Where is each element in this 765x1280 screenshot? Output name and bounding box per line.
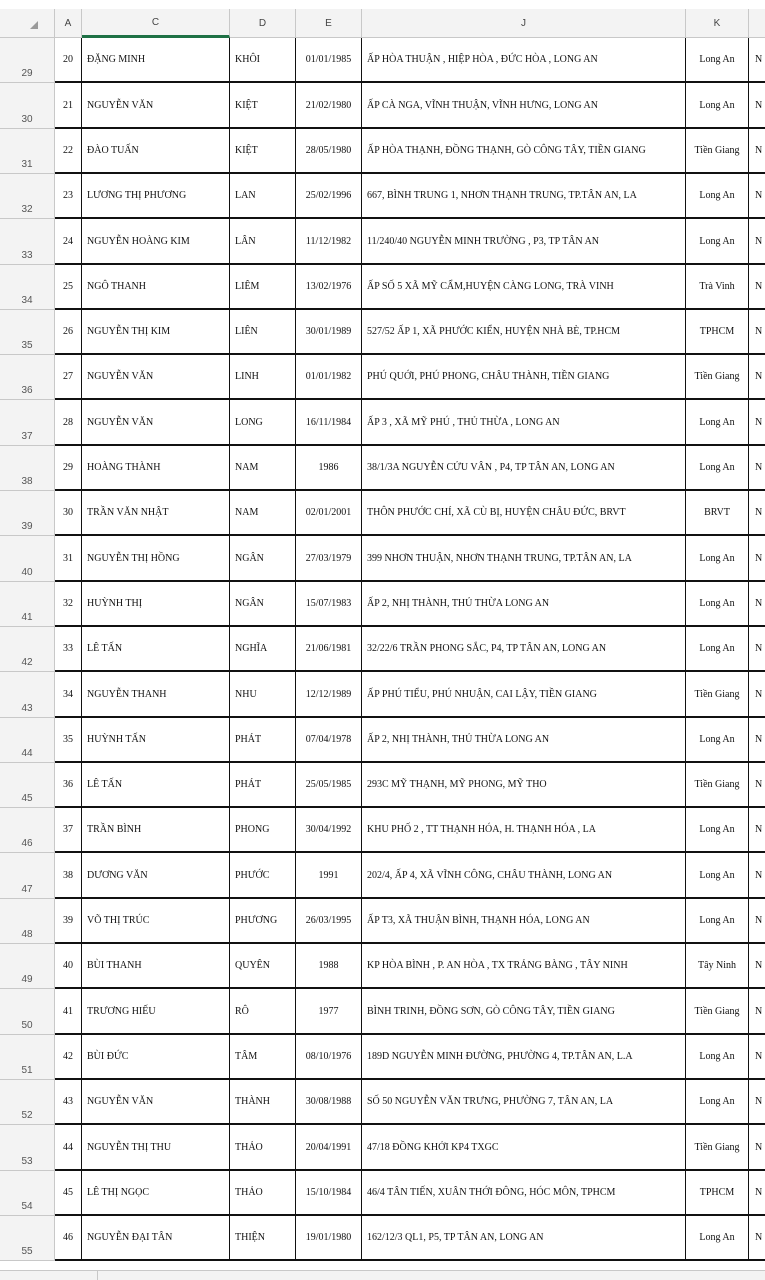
cell-dia-chi[interactable]: 38/1/3A NGUYỄN CỬU VÂN , P4, TP TÂN AN, LONG AN (362, 446, 686, 491)
cell-stt[interactable]: 30 (55, 491, 82, 536)
cell-dia-chi[interactable]: 527/52 ẤP 1, XÃ PHƯỚC KIỂN, HUYỆN NHÀ BÈ, TP.HCM (362, 310, 686, 355)
cell-ho-ten[interactable]: TRƯƠNG HIẾU (82, 989, 230, 1035)
cell-ngay-sinh[interactable]: 11/12/1982 (296, 219, 362, 265)
cell-stt[interactable]: 37 (55, 808, 82, 853)
row-header[interactable]: 52 (0, 1080, 55, 1125)
cell-stt[interactable]: 40 (55, 944, 82, 989)
cell-next[interactable]: N (749, 400, 765, 446)
column-header-next[interactable] (749, 9, 765, 38)
row-header[interactable]: 48 (0, 899, 55, 944)
cell-tinh[interactable]: Long An (686, 174, 749, 219)
cell-tinh[interactable]: Long An (686, 446, 749, 491)
cell-next[interactable]: N (749, 446, 765, 491)
cell-ngay-sinh[interactable]: 25/05/1985 (296, 763, 362, 808)
cell-dia-chi[interactable]: BÌNH TRINH, ĐỒNG SƠN, GÒ CÔNG TÂY, TIỀN GIANG (362, 989, 686, 1035)
cell-ten[interactable]: NGÂN (230, 582, 296, 627)
cell-next[interactable]: N (749, 491, 765, 536)
cell-stt[interactable]: 44 (55, 1125, 82, 1171)
row-header[interactable]: 53 (0, 1125, 55, 1171)
cell-ho-ten[interactable]: NGUYỄN VĂN (82, 1080, 230, 1125)
table-row (0, 83, 765, 129)
cell-next[interactable]: N (749, 989, 765, 1035)
row-header[interactable]: 40 (0, 536, 55, 582)
row-header[interactable]: 51 (0, 1035, 55, 1080)
table-row (0, 899, 765, 944)
cell-ngay-sinh[interactable]: 08/10/1976 (296, 1035, 362, 1080)
table-row (0, 265, 765, 310)
cell-ho-ten[interactable]: LƯƠNG THỊ PHƯƠNG (82, 174, 230, 219)
cell-ten[interactable]: NGÂN (230, 536, 296, 582)
table-row (0, 1035, 765, 1080)
cell-ten[interactable]: NAM (230, 446, 296, 491)
table-row (0, 672, 765, 718)
cell-tinh[interactable]: Tiền Giang (686, 989, 749, 1035)
cell-dia-chi[interactable]: SỐ 50 NGUYỄN VĂN TRƯNG, PHƯỜNG 7, TÂN AN, LA (362, 1080, 686, 1125)
cell-ngay-sinh[interactable]: 01/01/1985 (296, 38, 362, 83)
cell-tinh[interactable]: Long An (686, 219, 749, 265)
cell-ten[interactable]: PHÁT (230, 763, 296, 808)
table-row (0, 400, 765, 446)
cell-ngay-sinh[interactable]: 02/01/2001 (296, 491, 362, 536)
cell-ngay-sinh[interactable]: 07/04/1978 (296, 718, 362, 763)
row-header[interactable]: 42 (0, 627, 55, 672)
cell-stt[interactable]: 22 (55, 129, 82, 174)
cell-ngay-sinh[interactable]: 13/02/1976 (296, 265, 362, 310)
cell-ten[interactable]: THIỆN (230, 1216, 296, 1261)
row-header[interactable]: 44 (0, 718, 55, 763)
cell-tinh[interactable]: Long An (686, 1035, 749, 1080)
cell-ngay-sinh[interactable]: 21/02/1980 (296, 83, 362, 129)
cell-ten[interactable]: LAN (230, 174, 296, 219)
cell-ngay-sinh[interactable]: 21/06/1981 (296, 627, 362, 672)
cell-ten[interactable]: PHÁT (230, 718, 296, 763)
cell-dia-chi[interactable]: 189D NGUYỄN MINH ĐƯỜNG, PHƯỜNG 4, TP.TÂN AN, L.A (362, 1035, 686, 1080)
cell-dia-chi[interactable]: ẤP 2, NHỊ THÀNH, THỦ THỪA LONG AN (362, 718, 686, 763)
row-header[interactable]: 34 (0, 265, 55, 310)
cell-stt[interactable]: 23 (55, 174, 82, 219)
cell-ho-ten[interactable]: LÊ THỊ NGỌC (82, 1171, 230, 1216)
table-row (0, 1171, 765, 1216)
table-row (0, 1125, 765, 1171)
cell-ho-ten[interactable]: BÙI ĐỨC (82, 1035, 230, 1080)
cell-tinh[interactable]: Long An (686, 400, 749, 446)
cell-ngay-sinh[interactable]: 30/01/1989 (296, 310, 362, 355)
cell-ngay-sinh[interactable]: 19/01/1980 (296, 1216, 362, 1261)
cell-next[interactable]: N (749, 808, 765, 853)
cell-ten[interactable]: THẢO (230, 1125, 296, 1171)
cell-tinh[interactable]: BRVT (686, 491, 749, 536)
cell-ngay-sinh[interactable]: 16/11/1984 (296, 400, 362, 446)
table-row (0, 174, 765, 219)
cell-stt[interactable]: 45 (55, 1171, 82, 1216)
cell-ten[interactable]: NAM (230, 491, 296, 536)
cell-ho-ten[interactable]: LÊ TẤN (82, 763, 230, 808)
table-row (0, 310, 765, 355)
row-header[interactable]: 41 (0, 582, 55, 627)
cell-ho-ten[interactable]: NGUYỄN VĂN (82, 400, 230, 446)
cell-dia-chi[interactable]: ẤP T3, XÃ THUẬN BÌNH, THẠNH HÓA, LONG AN (362, 899, 686, 944)
cell-ngay-sinh[interactable]: 25/02/1996 (296, 174, 362, 219)
cell-ho-ten[interactable]: ĐẶNG MINH (82, 38, 230, 83)
cell-tinh[interactable]: Long An (686, 718, 749, 763)
cell-tinh[interactable]: Long An (686, 38, 749, 83)
cell-ten[interactable]: LÂN (230, 219, 296, 265)
cell-stt[interactable]: 25 (55, 265, 82, 310)
cell-ten[interactable]: RÔ (230, 989, 296, 1035)
column-header-k[interactable]: K (686, 9, 749, 38)
cell-dia-chi[interactable]: ẤP 3 , XÃ MỸ PHÚ , THỦ THỪA , LONG AN (362, 400, 686, 446)
cell-next[interactable]: N (749, 1171, 765, 1216)
row-header[interactable]: 54 (0, 1171, 55, 1216)
cell-dia-chi[interactable]: 47/18 ĐỒNG KHỞI KP4 TXGC (362, 1125, 686, 1171)
table-row (0, 1216, 765, 1261)
cell-ho-ten[interactable]: NGUYỄN THỊ HỒNG (82, 536, 230, 582)
cell-tinh[interactable]: Trà Vinh (686, 265, 749, 310)
cell-stt[interactable]: 24 (55, 219, 82, 265)
row-header[interactable]: 47 (0, 853, 55, 899)
cell-ngay-sinh[interactable]: 30/08/1988 (296, 1080, 362, 1125)
cell-ho-ten[interactable]: NGUYỄN ĐẠI TÂN (82, 1216, 230, 1261)
cell-stt[interactable]: 36 (55, 763, 82, 808)
cell-dia-chi[interactable]: 11/240/40 NGUYỄN MINH TRƯỜNG , P3, TP TÂN AN (362, 219, 686, 265)
cell-next[interactable]: N (749, 1216, 765, 1261)
cell-next[interactable]: N (749, 536, 765, 582)
table-row (0, 989, 765, 1035)
cell-next[interactable]: N (749, 582, 765, 627)
cell-ngay-sinh[interactable]: 15/07/1983 (296, 582, 362, 627)
table-row (0, 582, 765, 627)
select-all-corner[interactable] (0, 9, 55, 38)
cell-ten[interactable]: KIỆT (230, 83, 296, 129)
cell-ho-ten[interactable]: BÙI THANH (82, 944, 230, 989)
row-header[interactable]: 33 (0, 219, 55, 265)
table-row (0, 491, 765, 536)
cell-tinh[interactable]: Long An (686, 83, 749, 129)
row-header[interactable]: 45 (0, 763, 55, 808)
cell-ten[interactable]: THÀNH (230, 1080, 296, 1125)
cell-next[interactable]: N (749, 944, 765, 989)
cell-stt[interactable]: 31 (55, 536, 82, 582)
cell-ho-ten[interactable]: NGUYỄN THỊ THU (82, 1125, 230, 1171)
cell-next[interactable]: N (749, 265, 765, 310)
row-header[interactable]: 29 (0, 38, 55, 83)
row-header[interactable]: 32 (0, 174, 55, 219)
cell-ngay-sinh[interactable]: 1991 (296, 853, 362, 899)
cell-ho-ten[interactable]: NGUYỄN VĂN (82, 355, 230, 400)
select-all-icon (30, 21, 38, 29)
table-row (0, 853, 765, 899)
cell-stt[interactable]: 32 (55, 582, 82, 627)
cell-dia-chi[interactable]: ẤP HÒA THẠNH, ĐỒNG THẠNH, GÒ CÔNG TÂY, TIỀN GIANG (362, 129, 686, 174)
cell-stt[interactable]: 21 (55, 83, 82, 129)
cell-ngay-sinh[interactable]: 12/12/1989 (296, 672, 362, 718)
cell-ten[interactable]: THẢO (230, 1171, 296, 1216)
cell-dia-chi[interactable]: 32/22/6 TRẦN PHONG SẮC, P4, TP TÂN AN, LONG AN (362, 627, 686, 672)
table-row (0, 355, 765, 400)
column-header-a[interactable]: A (55, 9, 82, 38)
row-header[interactable]: 49 (0, 944, 55, 989)
cell-next[interactable]: N (749, 1080, 765, 1125)
column-header-c[interactable]: C (82, 9, 230, 38)
cell-ho-ten[interactable]: HUỲNH TẤN (82, 718, 230, 763)
cell-next[interactable]: N (749, 718, 765, 763)
cell-dia-chi[interactable]: 667, BÌNH TRUNG 1, NHƠN THẠNH TRUNG, TP.TÂN AN, LA (362, 174, 686, 219)
table-row (0, 446, 765, 491)
cell-stt[interactable]: 46 (55, 1216, 82, 1261)
cell-ho-ten[interactable]: HUỲNH THỊ (82, 582, 230, 627)
cell-dia-chi[interactable]: ẤP CÀ NGA, VĨNH THUẬN, VĨNH HƯNG, LONG AN (362, 83, 686, 129)
cell-ngay-sinh[interactable]: 26/03/1995 (296, 899, 362, 944)
cell-ten[interactable]: LINH (230, 355, 296, 400)
cell-ten[interactable]: NGHĨA (230, 627, 296, 672)
row-header[interactable]: 38 (0, 446, 55, 491)
cell-stt[interactable]: 43 (55, 1080, 82, 1125)
cell-ho-ten[interactable]: LÊ TẤN (82, 627, 230, 672)
cell-stt[interactable]: 29 (55, 446, 82, 491)
cell-ngay-sinh[interactable]: 1988 (296, 944, 362, 989)
row-header[interactable]: 50 (0, 989, 55, 1035)
cell-tinh[interactable]: Long An (686, 582, 749, 627)
row-header[interactable]: 31 (0, 129, 55, 174)
cell-ho-ten[interactable]: DƯƠNG VĂN (82, 853, 230, 899)
cell-ngay-sinh[interactable]: 27/03/1979 (296, 536, 362, 582)
cell-tinh[interactable]: Tiền Giang (686, 355, 749, 400)
column-header-j[interactable]: J (362, 9, 686, 38)
cell-tinh[interactable]: Tiền Giang (686, 672, 749, 718)
cell-stt[interactable]: 28 (55, 400, 82, 446)
cell-stt[interactable]: 41 (55, 989, 82, 1035)
cell-stt[interactable]: 26 (55, 310, 82, 355)
cell-next[interactable]: N (749, 355, 765, 400)
cell-ten[interactable]: NHU (230, 672, 296, 718)
cell-ngay-sinh[interactable]: 28/05/1980 (296, 129, 362, 174)
cell-ten[interactable]: TÂM (230, 1035, 296, 1080)
cell-ho-ten[interactable]: TRẦN VĂN NHẬT (82, 491, 230, 536)
row-header[interactable]: 39 (0, 491, 55, 536)
table-row (0, 38, 765, 83)
cell-next[interactable]: N (749, 38, 765, 83)
cell-tinh[interactable]: Tiền Giang (686, 129, 749, 174)
cell-dia-chi[interactable]: ẤP 2, NHỊ THÀNH, THỦ THỪA LONG AN (362, 582, 686, 627)
cell-tinh[interactable]: Long An (686, 536, 749, 582)
cell-stt[interactable]: 33 (55, 627, 82, 672)
cell-stt[interactable]: 20 (55, 38, 82, 83)
cell-ten[interactable]: QUYÊN (230, 944, 296, 989)
cell-ho-ten[interactable]: NGUYỄN VĂN (82, 83, 230, 129)
cell-dia-chi[interactable]: 46/4 TÂN TIẾN, XUÂN THỚI ĐÔNG, HÓC MÔN, TPHCM (362, 1171, 686, 1216)
cell-tinh[interactable]: Tiền Giang (686, 763, 749, 808)
cell-ten[interactable]: KIỆT (230, 129, 296, 174)
table-row (0, 536, 765, 582)
row-header[interactable]: 55 (0, 1216, 55, 1261)
table-row (0, 129, 765, 174)
cell-dia-chi[interactable]: KP HÒA BÌNH , P. AN HÒA , TX TRẢNG BÀNG , TÂY NINH (362, 944, 686, 989)
cell-dia-chi[interactable]: THÔN PHƯỚC CHÍ, XÃ CÙ BỊ, HUYỆN CHÂU ĐỨC, BRVT (362, 491, 686, 536)
cell-stt[interactable]: 27 (55, 355, 82, 400)
cell-next[interactable]: N (749, 763, 765, 808)
cell-ho-ten[interactable]: TRẦN BÌNH (82, 808, 230, 853)
cell-ho-ten[interactable]: NGUYỄN THỊ KIM (82, 310, 230, 355)
row-header[interactable]: 36 (0, 355, 55, 400)
cell-ten[interactable]: PHƯƠNG (230, 899, 296, 944)
cell-ngay-sinh[interactable]: 15/10/1984 (296, 1171, 362, 1216)
table-row (0, 718, 765, 763)
cell-ho-ten[interactable]: ĐÀO TUẤN (82, 129, 230, 174)
cell-tinh[interactable]: Tiền Giang (686, 1125, 749, 1171)
cell-ho-ten[interactable]: NGÔ THANH (82, 265, 230, 310)
row-header[interactable]: 43 (0, 672, 55, 718)
cell-stt[interactable]: 35 (55, 718, 82, 763)
row-header[interactable]: 35 (0, 310, 55, 355)
cell-ngay-sinh[interactable]: 01/01/1982 (296, 355, 362, 400)
column-header-e[interactable]: E (296, 9, 362, 38)
cell-dia-chi[interactable]: 162/12/3 QL1, P5, TP TÂN AN, LONG AN (362, 1216, 686, 1261)
cell-dia-chi[interactable]: 202/4, ẤP 4, XÃ VĨNH CÔNG, CHÂU THÀNH, LONG AN (362, 853, 686, 899)
cell-tinh[interactable]: Long An (686, 808, 749, 853)
cell-tinh[interactable]: Long An (686, 899, 749, 944)
table-row (0, 763, 765, 808)
cell-next[interactable]: N (749, 1035, 765, 1080)
cell-next[interactable]: N (749, 899, 765, 944)
cell-ten[interactable]: PHONG (230, 808, 296, 853)
cell-next[interactable]: N (749, 129, 765, 174)
cell-next[interactable]: N (749, 853, 765, 899)
cell-tinh[interactable]: Long An (686, 1216, 749, 1261)
cell-ten[interactable]: LIÊM (230, 265, 296, 310)
cell-ngay-sinh[interactable]: 1986 (296, 446, 362, 491)
cell-tinh[interactable]: Long An (686, 627, 749, 672)
row-header[interactable]: 30 (0, 83, 55, 129)
cell-next[interactable]: N (749, 83, 765, 129)
cell-dia-chi[interactable]: PHÚ QUỚI, PHÚ PHONG, CHÂU THÀNH, TIỀN GIANG (362, 355, 686, 400)
cell-ho-ten[interactable]: HOÀNG THÀNH (82, 446, 230, 491)
cell-ngay-sinh[interactable]: 20/04/1991 (296, 1125, 362, 1171)
row-header[interactable]: 37 (0, 400, 55, 446)
cell-ho-ten[interactable]: VÕ THỊ TRÚC (82, 899, 230, 944)
cell-ten[interactable]: LONG (230, 400, 296, 446)
cell-tinh[interactable]: Long An (686, 853, 749, 899)
cell-dia-chi[interactable]: 293C MỸ THẠNH, MỸ PHONG, MỸ THO (362, 763, 686, 808)
cell-dia-chi[interactable]: ẤP SỐ 5 XÃ MỸ CẨM,HUYỆN CÀNG LONG, TRÀ VINH (362, 265, 686, 310)
bottom-scrollbar[interactable] (0, 1270, 765, 1280)
table-row (0, 219, 765, 265)
cell-ten[interactable]: KHÔI (230, 38, 296, 83)
cell-stt[interactable]: 39 (55, 899, 82, 944)
cell-dia-chi[interactable]: 399 NHƠN THUẬN, NHƠN THẠNH TRUNG, TP.TÂN AN, LA (362, 536, 686, 582)
cell-next[interactable]: N (749, 310, 765, 355)
cell-next[interactable]: N (749, 672, 765, 718)
cell-ho-ten[interactable]: NGUYỄN THANH (82, 672, 230, 718)
cell-next[interactable]: N (749, 219, 765, 265)
table-row (0, 808, 765, 853)
cell-dia-chi[interactable]: ẤP PHÚ TIỂU, PHÚ NHUẬN, CAI LẬY, TIỀN GIANG (362, 672, 686, 718)
cell-tinh[interactable]: TPHCM (686, 310, 749, 355)
cell-ten[interactable]: LIÊN (230, 310, 296, 355)
cell-stt[interactable]: 38 (55, 853, 82, 899)
cell-ngay-sinh[interactable]: 1977 (296, 989, 362, 1035)
row-header[interactable]: 46 (0, 808, 55, 853)
table-row (0, 1080, 765, 1125)
column-header-d[interactable]: D (230, 9, 296, 38)
cell-ho-ten[interactable]: NGUYỄN HOÀNG KIM (82, 219, 230, 265)
cell-ten[interactable]: PHƯỚC (230, 853, 296, 899)
cell-next[interactable]: N (749, 627, 765, 672)
table-row (0, 944, 765, 989)
cell-tinh[interactable]: Tây Ninh (686, 944, 749, 989)
cell-ngay-sinh[interactable]: 30/04/1992 (296, 808, 362, 853)
cell-tinh[interactable]: Long An (686, 1080, 749, 1125)
cell-next[interactable]: N (749, 1125, 765, 1171)
cell-dia-chi[interactable]: KHU PHỐ 2 , TT THẠNH HÓA, H. THẠNH HÓA , LA (362, 808, 686, 853)
table-row (0, 627, 765, 672)
cell-next[interactable]: N (749, 174, 765, 219)
cell-dia-chi[interactable]: ẤP HÒA THUẬN , HIỆP HÒA , ĐỨC HÒA , LONG AN (362, 38, 686, 83)
cell-stt[interactable]: 34 (55, 672, 82, 718)
cell-tinh[interactable]: TPHCM (686, 1171, 749, 1216)
cell-stt[interactable]: 42 (55, 1035, 82, 1080)
